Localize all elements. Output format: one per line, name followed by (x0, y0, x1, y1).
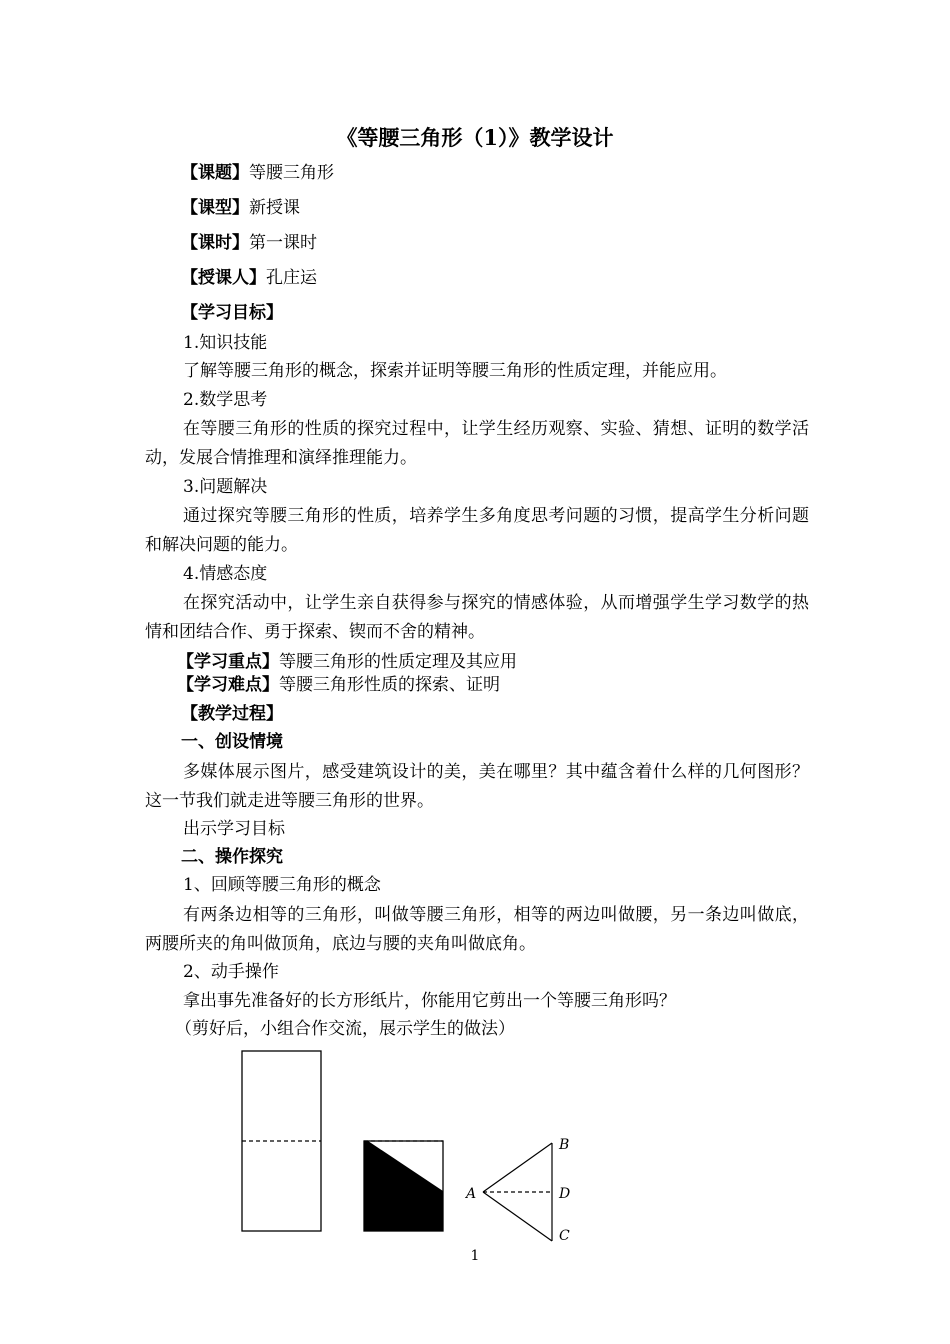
label-a: A (466, 1186, 477, 1202)
objective-text: 了解等腰三角形的概念，探索并证明等腰三角形的性质定理，并能应用。 (183, 361, 727, 381)
meta-type-value: 新授课 (249, 198, 300, 218)
paper-folding-figure (230, 1045, 590, 1245)
difficulty-label: 【学习难点】 (177, 675, 279, 695)
key-point (177, 651, 517, 673)
meta-topic-value: 等腰三角形 (249, 163, 334, 183)
objective-title: 4.情感态度 (183, 564, 268, 584)
difficulty-text: 等腰三角形性质的探索、证明 (279, 675, 500, 695)
meta-type-label: 【课型】 (181, 198, 249, 218)
section2-sub2-text: 拿出事先准备好的长方形纸片，你能用它剪出一个等腰三角形吗？ (183, 991, 676, 1011)
difficulty (177, 674, 500, 696)
meta-type (181, 197, 300, 219)
rectangle-paper (242, 1051, 321, 1231)
key-point-label: 【学习重点】 (177, 652, 279, 672)
section2-sub1-title: 1、回顾等腰三角形的概念 (183, 875, 381, 895)
section1-note: 出示学习目标 (183, 819, 285, 839)
section1-heading: 一、创设情境 (181, 732, 283, 752)
meta-teacher-value: 孔庄运 (266, 268, 317, 288)
meta-teacher (181, 267, 317, 289)
key-point-text: 等腰三角形的性质定理及其应用 (279, 652, 517, 672)
objective-text: 在探究活动中，让学生亲自获得参与探究的情感体验，从而增强学生学习数学的热情和团结合作、勇于探索、锲而不舍的精神。 (145, 593, 809, 642)
section2-sub1-text: 有两条边相等的三角形，叫做等腰三角形，相等的两边叫做腰，另一条边叫做底，两腰所夹的角叫做顶角，底边与腰的夹角叫做底角。 (145, 905, 809, 954)
triangle-side-ab (483, 1143, 552, 1192)
objective-title: 2.数学思考 (183, 390, 268, 410)
objective-title: 1.知识技能 (183, 333, 268, 353)
label-c: C (559, 1228, 570, 1244)
objectives-heading: 【学习目标】 (181, 303, 283, 323)
process-heading: 【教学过程】 (181, 704, 283, 724)
objective-title: 3.问题解决 (183, 477, 268, 497)
objective-text: 通过探究等腰三角形的性质，培养学生多角度思考问题的习惯，提高学生分析问题和解决问题的能力。 (145, 506, 809, 555)
section2-sub2-note: （剪好后，小组合作交流，展示学生的做法） (175, 1019, 515, 1039)
triangle-side-ac (483, 1192, 552, 1241)
label-d: D (559, 1186, 571, 1202)
section2-heading: 二、操作探究 (181, 847, 283, 867)
meta-topic (181, 162, 334, 184)
document-title: 《等腰三角形（1）》教学设计 (336, 125, 614, 150)
meta-period-label: 【课时】 (181, 233, 249, 253)
page-number: 1 (470, 1248, 480, 1264)
meta-topic-label: 【课题】 (181, 163, 249, 183)
section1-text: 多媒体展示图片，感受建筑设计的美，美在哪里？其中蕴含着什么样的几何图形？这一节我们就走进等腰三角形的世界。 (145, 762, 809, 811)
meta-teacher-label: 【授课人】 (181, 268, 266, 288)
meta-period-value: 第一课时 (249, 233, 317, 253)
label-b: B (559, 1137, 570, 1153)
objective-text: 在等腰三角形的性质的探究过程中，让学生经历观察、实验、猜想、证明的数学活动，发展合情推理和演绎推理能力。 (145, 419, 809, 468)
section2-sub2-title: 2、动手操作 (183, 962, 279, 982)
meta-period (181, 232, 317, 254)
